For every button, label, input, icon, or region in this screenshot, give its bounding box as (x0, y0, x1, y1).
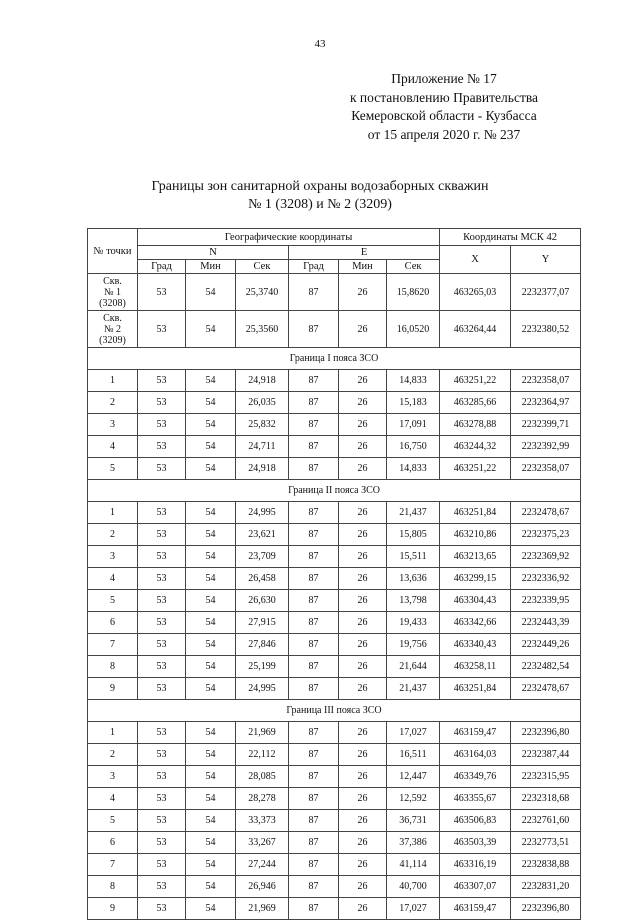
point-number-cell: 1 (88, 502, 138, 524)
table-cell: 54 (186, 502, 236, 524)
table-cell: 54 (186, 392, 236, 414)
cell-n-min: 54 (186, 274, 236, 311)
table-cell: 2232358,07 (511, 458, 581, 480)
section-header-row (88, 348, 581, 370)
table-cell: 17,027 (387, 898, 440, 920)
cell-e-sec: 16,0520 (387, 311, 440, 348)
table-cell: 87 (289, 722, 339, 744)
table-cell: 26,946 (236, 876, 289, 898)
table-cell: 2232478,67 (511, 502, 581, 524)
table-cell: 13,798 (387, 590, 440, 612)
point-number-cell: 5 (88, 590, 138, 612)
table-cell: 463304,43 (440, 590, 511, 612)
table-cell: 87 (289, 788, 339, 810)
table-cell: 53 (138, 832, 186, 854)
table-cell: 23,709 (236, 546, 289, 568)
table-cell: 53 (138, 656, 186, 678)
table-cell: 2232375,23 (511, 524, 581, 546)
table-cell: 463213,65 (440, 546, 511, 568)
table-cell: 87 (289, 810, 339, 832)
table-row (88, 832, 581, 854)
point-number-cell: 8 (88, 876, 138, 898)
table-cell: 2232369,92 (511, 546, 581, 568)
table-cell: 26 (339, 832, 387, 854)
table-cell: 2232364,97 (511, 392, 581, 414)
table-cell: 2232831,20 (511, 876, 581, 898)
table-row (88, 744, 581, 766)
table-row (88, 854, 581, 876)
cell-e-deg: 87 (289, 274, 339, 311)
section-title: Граница I пояса ЗСО (88, 348, 581, 370)
table-cell: 463159,47 (440, 898, 511, 920)
table-cell: 12,447 (387, 766, 440, 788)
point-number-cell: 9 (88, 898, 138, 920)
table-cell: 21,644 (387, 656, 440, 678)
table-cell: 53 (138, 392, 186, 414)
table-cell: 27,915 (236, 612, 289, 634)
well-point-line: № 2 (103, 323, 122, 335)
header-x: X (440, 246, 511, 274)
table-cell: 16,750 (387, 436, 440, 458)
table-cell: 87 (289, 612, 339, 634)
table-cell: 463159,47 (440, 722, 511, 744)
cell-n-sec: 25,3740 (236, 274, 289, 311)
table-cell: 54 (186, 854, 236, 876)
page-number: 43 (314, 38, 326, 50)
table-cell: 2232449,26 (511, 634, 581, 656)
table-cell: 14,833 (387, 370, 440, 392)
table-cell: 28,278 (236, 788, 289, 810)
point-number-cell: 4 (88, 788, 138, 810)
table-cell: 53 (138, 744, 186, 766)
table-cell: 54 (186, 788, 236, 810)
table-cell: 24,918 (236, 370, 289, 392)
table-row (88, 568, 581, 590)
section-header-row (88, 700, 581, 722)
table-cell: 17,091 (387, 414, 440, 436)
table-cell: 53 (138, 854, 186, 876)
well-point-line: Скв. (103, 312, 122, 324)
table-cell: 2232336,92 (511, 568, 581, 590)
table-cell: 2232358,07 (511, 370, 581, 392)
point-number-cell: 3 (88, 546, 138, 568)
well-point-line: (3209) (99, 334, 126, 346)
table-cell: 21,969 (236, 722, 289, 744)
table-cell: 87 (289, 854, 339, 876)
table-cell: 463244,32 (440, 436, 511, 458)
table-cell: 87 (289, 392, 339, 414)
table-cell: 54 (186, 524, 236, 546)
table-cell: 53 (138, 766, 186, 788)
appendix-line-4: от 15 апреля 2020 г. № 237 (367, 126, 521, 142)
table-cell: 2232773,51 (511, 832, 581, 854)
table-cell: 54 (186, 458, 236, 480)
table-cell: 27,846 (236, 634, 289, 656)
point-number-cell: 7 (88, 854, 138, 876)
table-cell: 15,183 (387, 392, 440, 414)
cell-n-deg: 53 (138, 274, 186, 311)
table-cell: 40,700 (387, 876, 440, 898)
table-row (88, 788, 581, 810)
table-cell: 2232761,60 (511, 810, 581, 832)
table-row (88, 634, 581, 656)
header-n: N (138, 246, 289, 260)
table-cell: 26,458 (236, 568, 289, 590)
point-number-cell: 5 (88, 458, 138, 480)
appendix-line-3: Кемеровской области - Кузбасса (351, 108, 537, 123)
point-number-cell: 1 (88, 722, 138, 744)
table-cell: 463251,22 (440, 458, 511, 480)
cell-x: 463264,44 (440, 311, 511, 348)
table-cell: 87 (289, 678, 339, 700)
point-number-cell: 6 (88, 832, 138, 854)
table-row (88, 612, 581, 634)
table-cell: 87 (289, 590, 339, 612)
table-cell: 26 (339, 370, 387, 392)
table-cell: 2232387,44 (511, 744, 581, 766)
table-cell: 26 (339, 612, 387, 634)
point-number-cell: 4 (88, 568, 138, 590)
table-cell: 12,592 (387, 788, 440, 810)
table-cell: 26 (339, 898, 387, 920)
table-cell: 53 (138, 788, 186, 810)
header-e-deg: Град (289, 260, 339, 274)
table-cell: 2232482,54 (511, 656, 581, 678)
table-cell: 2232478,67 (511, 678, 581, 700)
table-cell: 21,437 (387, 678, 440, 700)
table-cell: 87 (289, 634, 339, 656)
cell-y: 2232377,07 (511, 274, 581, 311)
table-cell: 54 (186, 590, 236, 612)
cell-n-min: 54 (186, 311, 236, 348)
table-cell: 54 (186, 766, 236, 788)
table-cell: 463506,83 (440, 810, 511, 832)
cell-e-deg: 87 (289, 311, 339, 348)
table-cell: 54 (186, 722, 236, 744)
well-point-cell (88, 274, 138, 311)
table-cell: 463251,84 (440, 678, 511, 700)
table-cell: 54 (186, 832, 236, 854)
header-e: E (289, 246, 440, 260)
table-cell: 463278,88 (440, 414, 511, 436)
table-cell: 53 (138, 612, 186, 634)
table-cell: 87 (289, 898, 339, 920)
table-cell: 87 (289, 370, 339, 392)
appendix-line-1: Приложение № 17 (391, 71, 497, 86)
table-cell: 2232443,39 (511, 612, 581, 634)
table-cell: 463349,76 (440, 766, 511, 788)
table-cell: 26 (339, 634, 387, 656)
table-cell: 463210,86 (440, 524, 511, 546)
table-cell: 13,636 (387, 568, 440, 590)
table-cell: 24,995 (236, 678, 289, 700)
cell-n-deg: 53 (138, 311, 186, 348)
table-cell: 54 (186, 546, 236, 568)
point-number-cell: 1 (88, 370, 138, 392)
header-n-deg: Град (138, 260, 186, 274)
table-row (88, 766, 581, 788)
table-cell: 2232318,68 (511, 788, 581, 810)
table-cell: 53 (138, 524, 186, 546)
table-cell: 26 (339, 436, 387, 458)
table-cell: 53 (138, 678, 186, 700)
table-cell: 26 (339, 590, 387, 612)
table-cell: 463285,66 (440, 392, 511, 414)
table-cell: 26 (339, 766, 387, 788)
table-cell: 33,267 (236, 832, 289, 854)
table-cell: 54 (186, 436, 236, 458)
table-cell: 26 (339, 656, 387, 678)
table-cell: 54 (186, 568, 236, 590)
table-row (88, 810, 581, 832)
table-row (88, 876, 581, 898)
table-cell: 2232339,95 (511, 590, 581, 612)
well-point-cell (88, 311, 138, 348)
point-number-cell: 2 (88, 744, 138, 766)
table-cell: 463340,43 (440, 634, 511, 656)
header-msk-coordinates: Координаты МСК 42 (440, 229, 581, 246)
table-cell: 53 (138, 370, 186, 392)
point-number-cell: 3 (88, 766, 138, 788)
point-number-cell: 2 (88, 524, 138, 546)
point-number-cell: 4 (88, 436, 138, 458)
table-cell: 87 (289, 766, 339, 788)
header-y: Y (511, 246, 581, 274)
table-cell: 2232838,88 (511, 854, 581, 876)
table-cell: 16,511 (387, 744, 440, 766)
table-cell: 33,373 (236, 810, 289, 832)
table-cell: 26 (339, 678, 387, 700)
header-e-min: Мин (339, 260, 387, 274)
table-cell: 53 (138, 502, 186, 524)
table-row (88, 546, 581, 568)
table-cell: 2232315,95 (511, 766, 581, 788)
table-cell: 463251,84 (440, 502, 511, 524)
table-cell: 54 (186, 678, 236, 700)
table-cell: 24,711 (236, 436, 289, 458)
point-number-cell: 6 (88, 612, 138, 634)
well-row (88, 274, 581, 311)
table-cell: 463251,22 (440, 370, 511, 392)
table-cell: 54 (186, 656, 236, 678)
table-cell: 463355,67 (440, 788, 511, 810)
table-cell: 26 (339, 392, 387, 414)
table-row (88, 392, 581, 414)
title-line-2: № 1 (3208) и № 2 (3209) (248, 197, 392, 212)
header-geo-coordinates: Географические координаты (138, 229, 440, 246)
table-cell: 26 (339, 546, 387, 568)
table-cell: 28,085 (236, 766, 289, 788)
table-cell: 37,386 (387, 832, 440, 854)
table-cell: 87 (289, 546, 339, 568)
table-row (88, 414, 581, 436)
table-cell: 87 (289, 458, 339, 480)
table-cell: 26 (339, 854, 387, 876)
cell-e-min: 26 (339, 274, 387, 311)
table-cell: 26,630 (236, 590, 289, 612)
table-cell: 87 (289, 502, 339, 524)
table-cell: 53 (138, 634, 186, 656)
table-cell: 36,731 (387, 810, 440, 832)
table-cell: 54 (186, 810, 236, 832)
table-row (88, 436, 581, 458)
table-cell: 26 (339, 502, 387, 524)
table-cell: 463307,07 (440, 876, 511, 898)
table-cell: 53 (138, 414, 186, 436)
table-cell: 25,832 (236, 414, 289, 436)
point-number-cell: 7 (88, 634, 138, 656)
table-row (88, 524, 581, 546)
table-row (88, 898, 581, 920)
table-cell: 2232396,80 (511, 722, 581, 744)
table-cell: 2232396,80 (511, 898, 581, 920)
table-row (88, 678, 581, 700)
table-row (88, 502, 581, 524)
table-cell: 87 (289, 414, 339, 436)
table-cell: 87 (289, 436, 339, 458)
table-cell: 53 (138, 898, 186, 920)
table-cell: 17,027 (387, 722, 440, 744)
cell-x: 463265,03 (440, 274, 511, 311)
table-cell: 27,244 (236, 854, 289, 876)
table-row (88, 590, 581, 612)
point-number-cell: 3 (88, 414, 138, 436)
point-number-cell: 9 (88, 678, 138, 700)
table-cell: 2232399,71 (511, 414, 581, 436)
well-point-line: № 1 (103, 286, 122, 298)
table-cell: 21,437 (387, 502, 440, 524)
cell-y: 2232380,52 (511, 311, 581, 348)
table-cell: 26 (339, 524, 387, 546)
table-cell: 26,035 (236, 392, 289, 414)
table-cell: 2232392,99 (511, 436, 581, 458)
table-cell: 53 (138, 876, 186, 898)
table-cell: 24,918 (236, 458, 289, 480)
table-cell: 87 (289, 568, 339, 590)
table-cell: 87 (289, 876, 339, 898)
table-cell: 14,833 (387, 458, 440, 480)
table-cell: 23,621 (236, 524, 289, 546)
table-cell: 26 (339, 414, 387, 436)
table-cell: 53 (138, 458, 186, 480)
section-title: Граница II пояса ЗСО (88, 480, 581, 502)
table-cell: 19,433 (387, 612, 440, 634)
header-e-sec: Сек (387, 260, 440, 274)
table-cell: 15,511 (387, 546, 440, 568)
table-cell: 53 (138, 568, 186, 590)
section-header-row (88, 480, 581, 502)
table-cell: 54 (186, 744, 236, 766)
table-cell: 24,995 (236, 502, 289, 524)
table-cell: 87 (289, 832, 339, 854)
title-line-1: Границы зон санитарной охраны водозаборных скважин (151, 179, 489, 194)
table-cell: 463503,39 (440, 832, 511, 854)
table-cell: 87 (289, 744, 339, 766)
table-cell: 463316,19 (440, 854, 511, 876)
table-cell: 26 (339, 722, 387, 744)
well-point-line: (3208) (99, 297, 126, 309)
header-n-min: Мин (186, 260, 236, 274)
section-title: Граница III пояса ЗСО (88, 700, 581, 722)
table-cell: 25,199 (236, 656, 289, 678)
table-cell: 54 (186, 370, 236, 392)
table-cell: 54 (186, 612, 236, 634)
table-cell: 87 (289, 524, 339, 546)
coordinates-table (87, 228, 581, 920)
table-cell: 463342,66 (440, 612, 511, 634)
table-cell: 26 (339, 810, 387, 832)
table-cell: 26 (339, 458, 387, 480)
table-cell: 26 (339, 744, 387, 766)
point-number-cell: 2 (88, 392, 138, 414)
document-title (0, 178, 640, 214)
well-point-line: Скв. (103, 275, 122, 287)
table-cell: 26 (339, 788, 387, 810)
well-row (88, 311, 581, 348)
table-body (88, 274, 581, 920)
header-point-number: № точки (88, 229, 138, 274)
table-cell: 22,112 (236, 744, 289, 766)
table-row (88, 656, 581, 678)
table-cell: 463164,03 (440, 744, 511, 766)
table-cell: 26 (339, 876, 387, 898)
table-cell: 54 (186, 898, 236, 920)
cell-e-min: 26 (339, 311, 387, 348)
table-cell: 26 (339, 568, 387, 590)
table-cell: 54 (186, 414, 236, 436)
table-row (88, 722, 581, 744)
table-cell: 53 (138, 546, 186, 568)
table-cell: 21,969 (236, 898, 289, 920)
table-cell: 53 (138, 590, 186, 612)
point-number-cell: 5 (88, 810, 138, 832)
table-cell: 463299,15 (440, 568, 511, 590)
appendix-line-2: к постановлению Правительства (349, 89, 539, 105)
table-cell: 53 (138, 722, 186, 744)
table-cell: 54 (186, 634, 236, 656)
table-cell: 19,756 (387, 634, 440, 656)
point-number-cell: 8 (88, 656, 138, 678)
table-cell: 53 (138, 810, 186, 832)
cell-e-sec: 15,8620 (387, 274, 440, 311)
cell-n-sec: 25,3560 (236, 311, 289, 348)
appendix-block (314, 70, 574, 144)
table-row (88, 458, 581, 480)
table-cell: 15,805 (387, 524, 440, 546)
table-cell: 463258,11 (440, 656, 511, 678)
table-cell: 54 (186, 876, 236, 898)
header-n-sec: Сек (236, 260, 289, 274)
table-cell: 87 (289, 656, 339, 678)
table-cell: 41,114 (387, 854, 440, 876)
table-cell: 53 (138, 436, 186, 458)
table-row (88, 370, 581, 392)
